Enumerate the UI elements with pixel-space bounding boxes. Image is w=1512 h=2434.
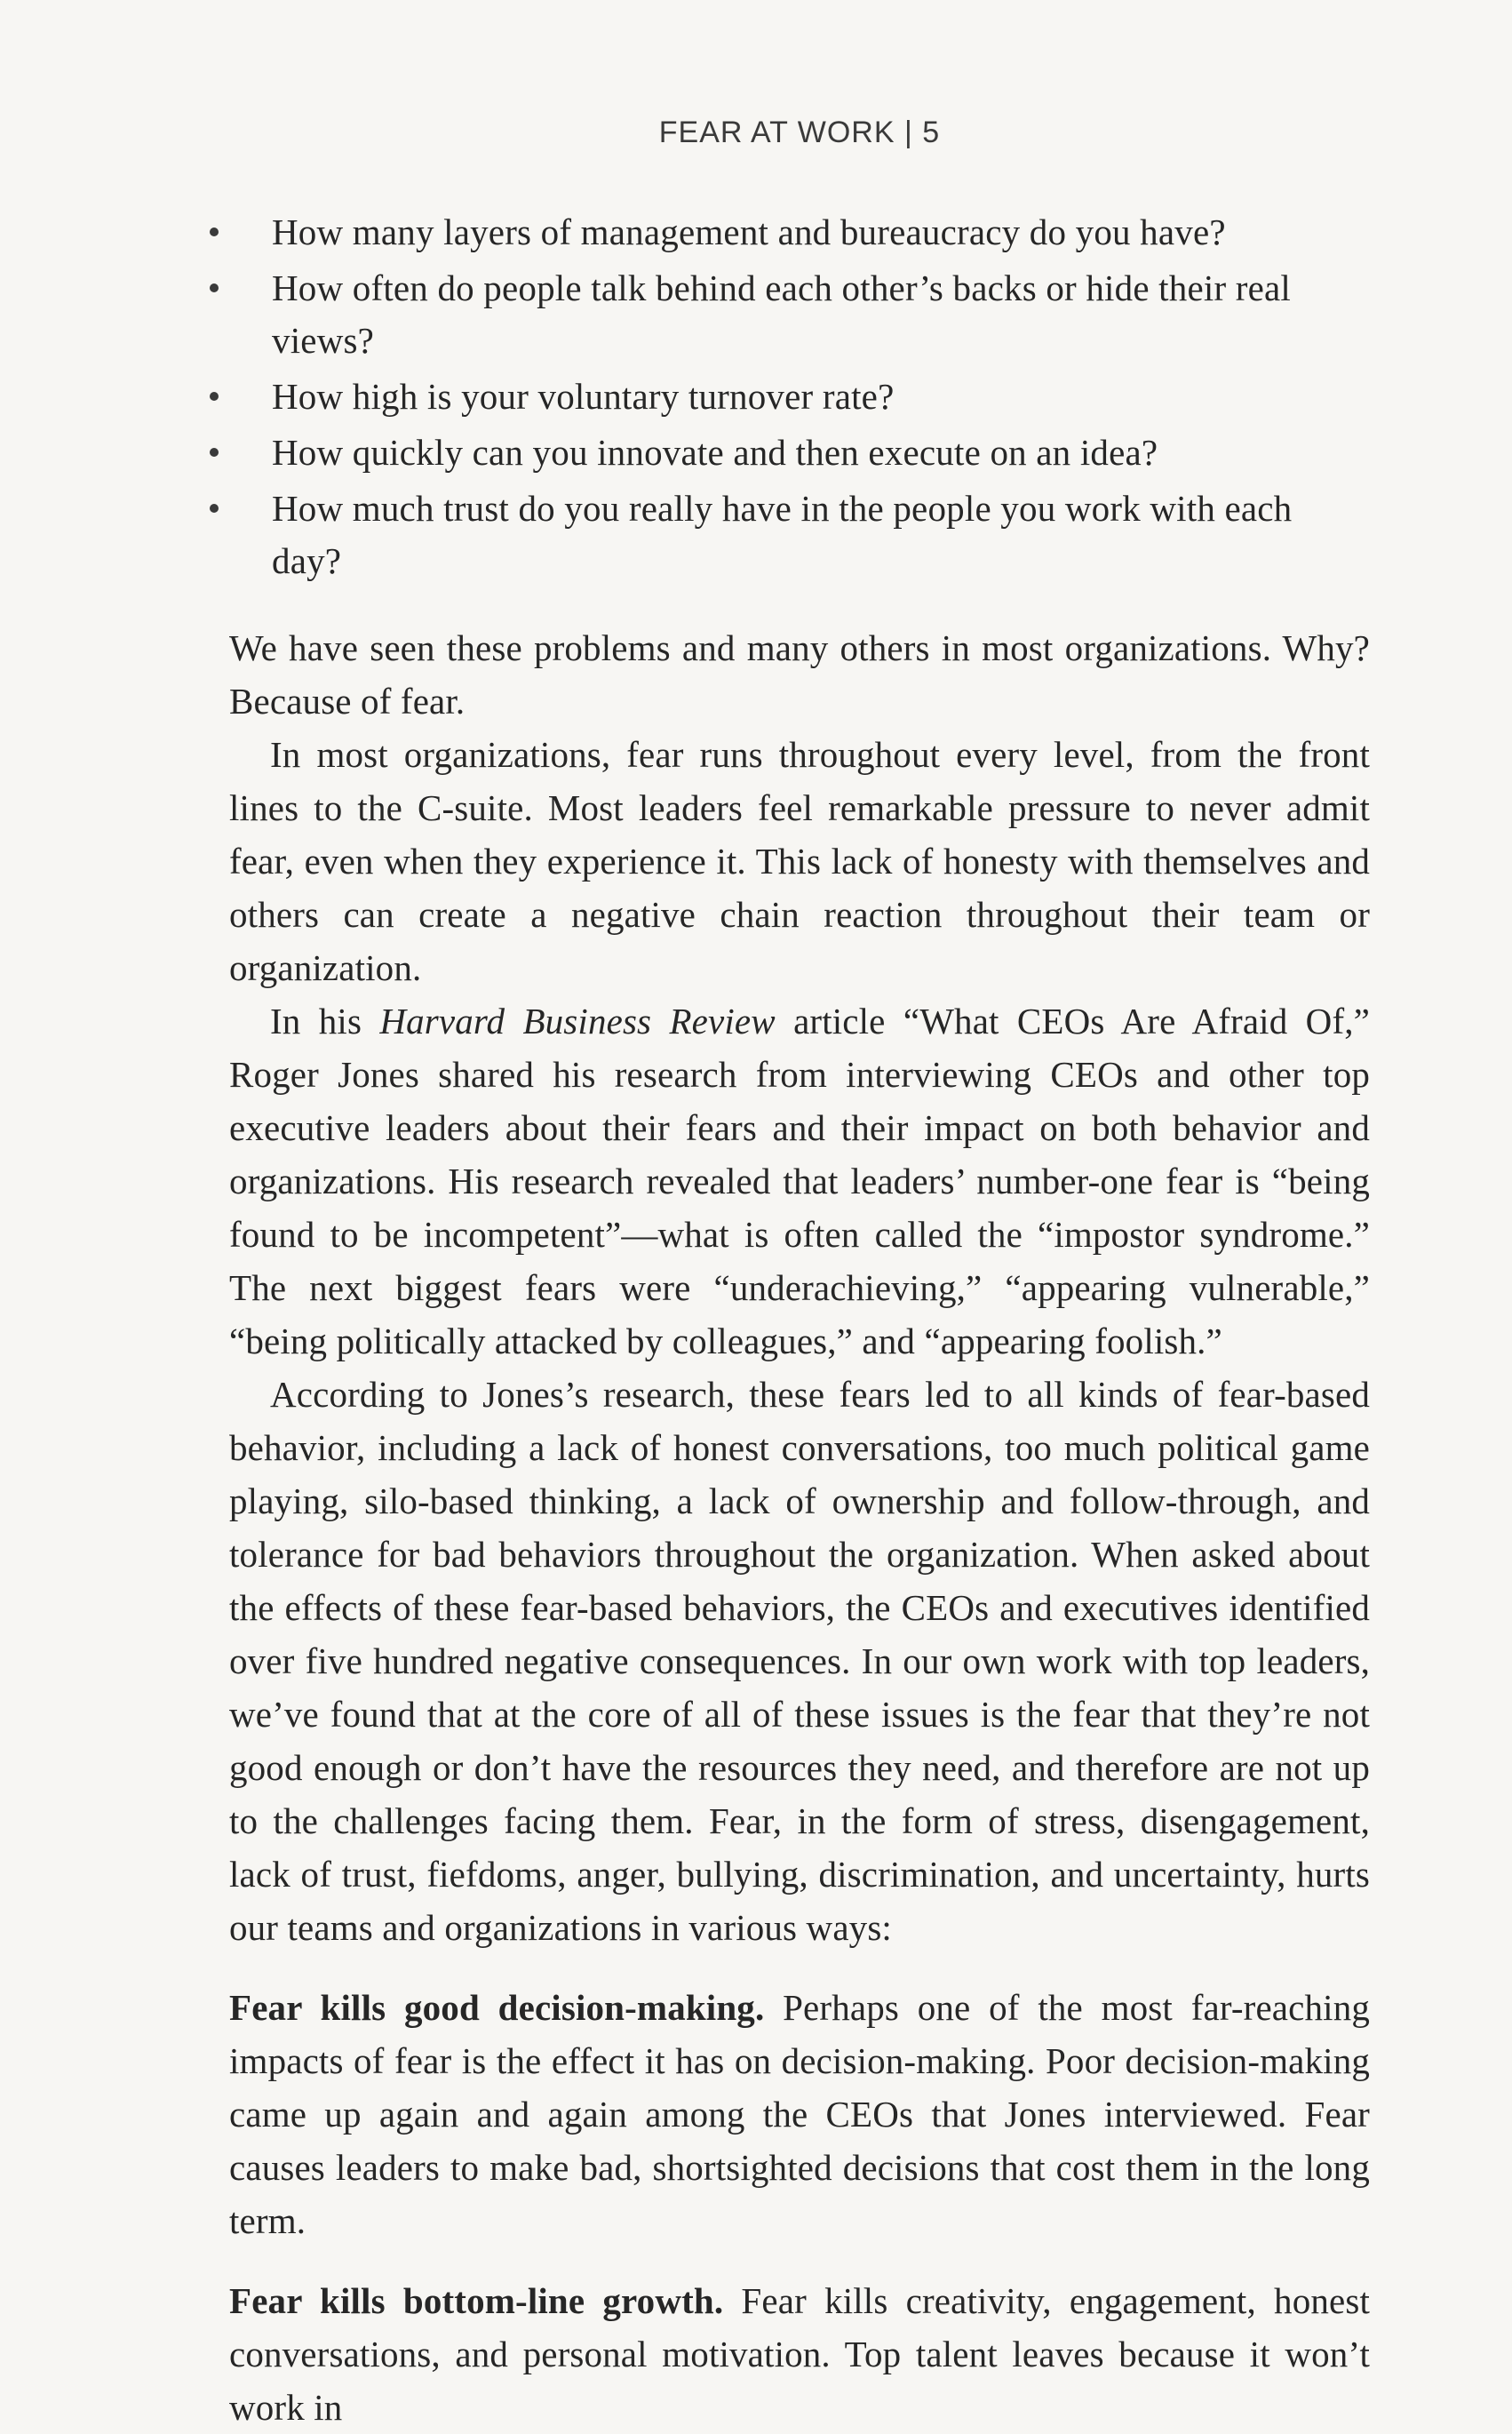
bullet-icon (210, 448, 219, 457)
bullet-icon (210, 283, 219, 292)
running-head-title: FEAR AT WORK (658, 116, 895, 149)
list-item (229, 427, 1370, 479)
list-item-text: How often do people talk behind each other’s backs or hide their real views? (272, 267, 1291, 361)
section-heading: Fear kills bottom-line growth. (229, 2280, 724, 2321)
paragraph-problems: We have seen these problems and many others in most organizations. Why? Because of fear. (229, 627, 1370, 722)
paragraph-text: article “What CEOs Are Afraid Of,” Roger Jones shared his research from interviewing CEOs and other top executive leaders about their fears and their impact on both behavior and organizations. His research revealed that leaders’ number-one fear is “being found to be incompetent”—what is often called the “impostor syndrome.” The next biggest fears were “underachieving,” “appearing vulnerable,” “being politically attacked by colleagues,” and “appearing foolish.” (229, 1001, 1370, 1361)
paragraph-jones-research: According to Jones’s research, these fears led to all kinds of fear-based behavior, including a lack of honest conversations, too much political game playing, silo-based thinking, a lack of ownership and follow-through, and tolerance for bad behaviors throughout the organization. When asked about the effects of these fear-based behaviors, the CEOs and executives identified over five hundred negative consequences. In our own work with top leaders, we’ve found that at the core of all of these issues is the fear that they’re not good enough or don’t have the resources they need, and therefore are not up to the challenges facing them. Fear, in the form of stress, disengagement, lack of trust, fiefdoms, anger, bullying, discrimination, and uncertainty, hurts our teams and organizations in various ways: (229, 1374, 1370, 1948)
list-item-text: How much trust do you really have in the people you work with each day? (272, 488, 1293, 581)
bullet-icon (210, 392, 219, 401)
running-head-separator: | (904, 116, 913, 149)
list-item (229, 371, 1370, 423)
list-item-text: How high is your voluntary turnover rate? (272, 376, 895, 417)
question-list (229, 206, 1370, 587)
section-body: Perhaps one of the most far-reaching impacts of fear is the effect it has on decision-making. Poor decision-making came up again and again among the CEOs that Jones interviewed. Fear causes leaders to make bad, shortsighted decisions that cost them in the long term. (229, 1987, 1370, 2241)
running-head (229, 114, 1370, 151)
book-page (229, 114, 1370, 2434)
page-number: 5 (922, 116, 941, 149)
list-item (229, 483, 1370, 587)
section-heading: Fear kills good decision-making. (229, 1987, 765, 2028)
paragraph-fear-levels: In most organizations, fear runs throughout every level, from the front lines to the C-suite. Most leaders feel remarkable pressure to never admit fear, even when they experience it. This lack of honesty with themselves and others can create a negative chain reaction throughout their team or organization. (229, 734, 1370, 988)
section-body: Fear kills creativity, engagement, honest conversations, and personal motivation. Top talent leaves because it won’t work in (229, 2280, 1370, 2428)
list-item-text: How many layers of management and bureaucracy do you have? (272, 211, 1226, 252)
publication-title: Harvard Business Review (379, 1001, 776, 1041)
bullet-icon (210, 227, 219, 236)
section-decision-making (229, 1981, 1370, 2247)
paragraph-hbr-article (229, 994, 1370, 1368)
list-item (229, 206, 1370, 259)
list-item (229, 262, 1370, 367)
paragraph-text: In his (270, 1001, 380, 1041)
list-item-text: How quickly can you innovate and then execute on an idea? (272, 432, 1158, 473)
section-bottom-line-growth (229, 2274, 1370, 2434)
bullet-icon (210, 504, 219, 513)
